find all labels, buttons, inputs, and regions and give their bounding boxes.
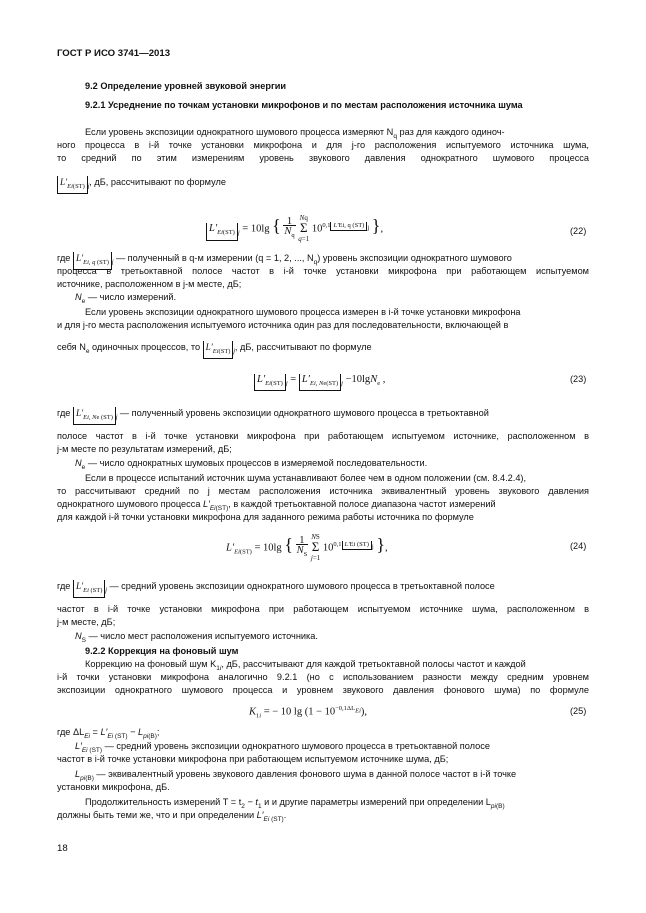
equation-23: $L'_{Ei(ST)}$ $_j = L'_{Ei, Ne(ST)}$ $_j$ −10lgN$_e$ , bbox=[254, 374, 385, 391]
paragraph-4-line-2: i-й точки установки микрофона аналогично 9.2.1 (но с использованием разности между средним уровнем bbox=[57, 672, 589, 682]
equation-25: $K_{1i}$ = − 10 $\lg (1 - 10^{-0,1\Delta L_{Ei}})$, bbox=[249, 705, 367, 720]
lpb-definition-line-2: установки микрофона, дБ. bbox=[57, 782, 170, 792]
where-23-line-2: полосе частот в i-й точке установки микрофона при работающем испытуемом источнике, расположенном в bbox=[57, 431, 589, 441]
where-23-line-3: j-м месте по результатам измерений, дБ; bbox=[57, 444, 232, 454]
paragraph-3-line-2: то рассчитывают средний по j местам расположения источника эквивалентный уровень звукового давления bbox=[57, 486, 589, 496]
paragraph-2-line-1: Если уровень экспозиции однократного шумового процесса измерен в i-й точке установки микрофона bbox=[85, 307, 521, 317]
lei-definition-line-1: $L'_{Ei (ST)}$ — средний уровень экспозиции однократного шумового процесса в третьоктавной полосе bbox=[75, 741, 490, 754]
paragraph-5-line-2: должны быть теми же, что и при определении $L'_{Ei (ST)}$. bbox=[57, 810, 287, 823]
page-number: 18 bbox=[57, 843, 68, 854]
where-22-line-2: процесса в третьоктавной полосе частот в i-й точке установки микрофона при работающем испытуемом bbox=[57, 266, 589, 276]
where-24-line-3: j-м месте, дБ; bbox=[57, 617, 116, 627]
paragraph-4-line-1: Коррекцию на фоновый шум $K_{1i}$, дБ, рассчитывают для каждой третьоктавной полосы частот и каждой bbox=[85, 659, 526, 672]
paragraph-5-line-1: Продолжительность измерений $T = t_2 - t_1$ и и другие параметры измерений при определении $L_{pi(B)}$ bbox=[85, 797, 505, 810]
where-23-line-1: где $L'_{Ei, Ne (ST)}$ $_j$ — полученный уровень экспозиции однократного шумового процесса в третьоктавной bbox=[57, 407, 589, 425]
where-24-line-1: где $L'_{Ei (ST)}$ $_j$ — средний уровень экспозиции однократного шумового процесса в третьоктавной полосе bbox=[57, 580, 589, 598]
paragraph-1-line-3: то средний по этим измерениям уровень звукового давления однократного шумового процесса bbox=[57, 153, 589, 163]
ns-definition: $N_S$ — число мест расположения испытуемого источника. bbox=[75, 631, 318, 644]
paragraph-1-line-2: ного процесса в i-й точке установки микрофона и для j-го расположения испытуемого источника шума, bbox=[57, 140, 589, 150]
where-24-line-2: частот в i-й точке установки микрофона при работающем испытуемом источнике шума, расположенном в bbox=[57, 604, 589, 614]
paragraph-1-line-4: $L'_{Ei(ST)}$ $_j$, дБ, рассчитывают по формуле bbox=[57, 176, 589, 194]
paragraph-4-line-3: экспозиции однократного шумового процесса и уровнем звукового давления фонового шума) по формуле bbox=[57, 685, 589, 695]
equation-22: $L'_{Ei(ST)}$ $_j$ = 10lg { $\frac{1}{N_q}$ Nq Σ q=1 $10^{0,1 L'Ei, q (ST) _j}$ }, bbox=[206, 214, 383, 244]
paragraph-2-line-2: и для j-го места расположения испытуемого источника один раз для последовательности, включающей в bbox=[57, 320, 509, 330]
where-22-line-1: где $L'_{Ei, q (ST)}$ $_j$ — полученный в q-м измерении (q = 1, 2, ..., $N_q$) уровень экспозиции однократного шумового bbox=[57, 252, 589, 270]
subsection-heading-921: 9.2.1 Усреднение по точкам установки микрофонов и по местам расположения источника шума bbox=[85, 100, 523, 110]
paragraph-2-line-3: себя $N_e$ одиночных процессов, то $L'_{Ei(ST)}$ $_j$, дБ, рассчитывают по формуле bbox=[57, 341, 589, 359]
subsection-heading-922: 9.2.2 Коррекция на фоновый шум bbox=[85, 646, 239, 656]
equation-23-number: (23) bbox=[570, 374, 587, 384]
equation-22-number: (22) bbox=[570, 226, 587, 236]
paragraph-3-line-3: однократного шумового процесса $L'_{Ei(ST)}$, в каждой третьоктавной полосе диапазона частот измерений bbox=[57, 499, 496, 512]
paragraph-3-line-4: для каждой i-й точки установки микрофона для заданного режима работы источника по формуле bbox=[57, 512, 474, 522]
ne-definition: $N_e$ — число измерений. bbox=[75, 292, 177, 305]
equation-25-number: (25) bbox=[570, 706, 587, 716]
section-heading: 9.2 Определение уровней звуковой энергии bbox=[85, 81, 287, 91]
paragraph-1-line-1: Если уровень экспозиции однократного шумового процесса измеряют $N_q$ раз для каждого одиноч- bbox=[85, 127, 505, 140]
equation-24: $L'_{Ei(ST)} = 10\lg$ { $\frac{1}{N_S}$ NS Σ j=1 $10^{0,1 L'Ei (ST) _j}$ }, bbox=[226, 533, 388, 562]
paragraph-3-line-1: Если в процессе испытаний источник шума устанавливают более чем в одном положении (см. 8.4.2.4), bbox=[85, 473, 527, 483]
page-header: ГОСТ Р ИСО 3741—2013 bbox=[57, 48, 171, 59]
equation-24-number: (24) bbox=[570, 541, 587, 551]
lpb-definition-line-1: $L_{pi(B)}$ — эквивалентный уровень звукового давления фонового шума в данной полосе частот в i-й точке bbox=[75, 769, 517, 782]
where-25: где $\Delta L_{Ei} = L'_{Ei (ST)} - L_{pi(B)}$; bbox=[57, 727, 160, 740]
where-22-line-3: источнике, расположенном в j-м месте, дБ; bbox=[57, 279, 242, 289]
lei-definition-line-2: частот в i-й точке установки микрофона при работающем испытуемом источнике шума, дБ; bbox=[57, 754, 449, 764]
ne-definition-2: $N_e$ — число однократных шумовых процессов в измеряемой последовательности. bbox=[75, 458, 428, 471]
